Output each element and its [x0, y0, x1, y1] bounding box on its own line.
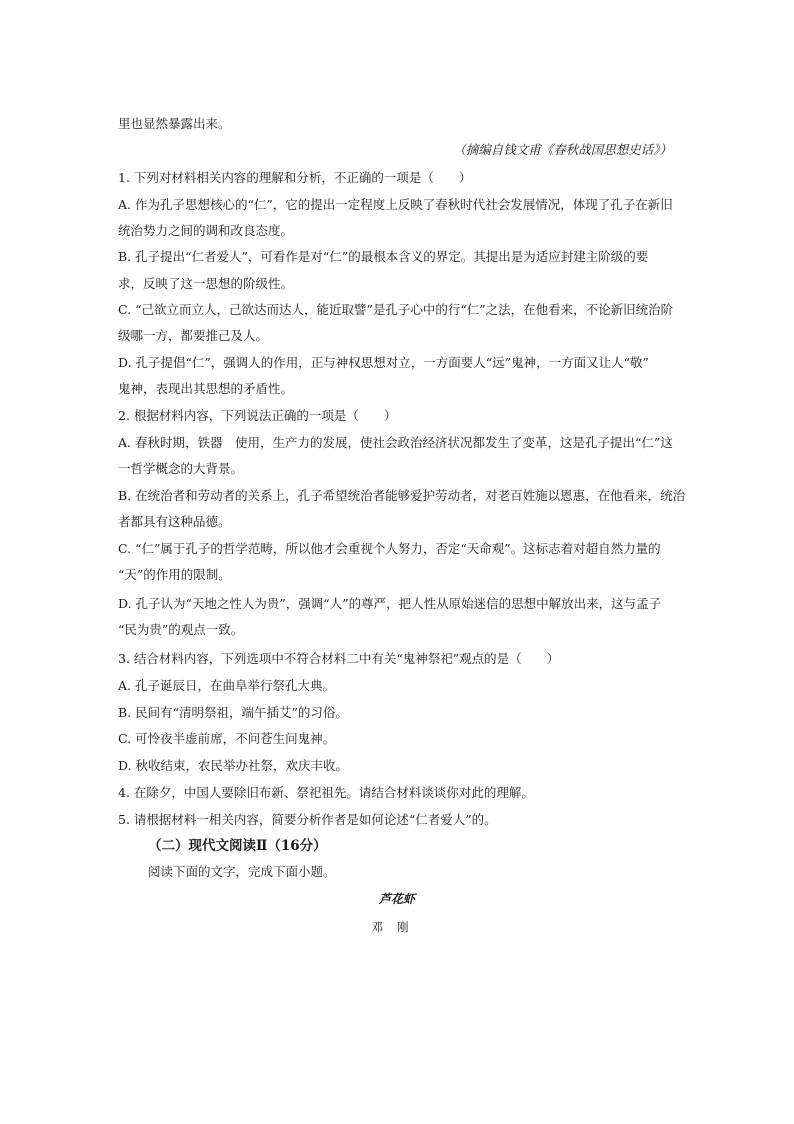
- q1-option-d-line2: 鬼神，表现出其思想的矛盾性。: [118, 381, 294, 396]
- q1-option-d-line1: D. 孔子提倡“仁”，强调人的作用，正与神权思想对立，一方面要人“远”鬼神，一方面又让人“敬”: [118, 355, 649, 370]
- q1-option-a-line1: A. 作为孔子思想核心的“仁”，它的提出一定程度上反映了春秋时代社会发展情况，体现了孔子在新旧: [118, 197, 673, 212]
- q1-option-b-line2: 求，反映了这一思想的阶级性。: [118, 276, 294, 291]
- story-title: 芦花虾: [378, 892, 415, 906]
- question-3-stem: 3. 结合材料内容，下列选项中不符合材料二中有关“鬼神祭祀”观点的是（ ）: [118, 651, 560, 666]
- q2-option-c-line2: “天”的作用的限制。: [118, 567, 231, 582]
- story-author: 邓刚: [371, 920, 423, 934]
- section-instruction: 阅读下面的文字，完成下面小题。: [148, 864, 336, 879]
- question-1-stem: 1. 下列对材料相关内容的理解和分析，不正确的一项是（ ）: [118, 170, 472, 185]
- q2-option-b-line2: 者都具有这种品德。: [118, 514, 231, 529]
- q1-option-a-line2: 统治势力之间的调和改良态度。: [118, 223, 294, 238]
- q3-option-c: C. 可怜夜半虚前席，不问苍生问鬼神。: [118, 731, 336, 746]
- q2-option-d-line1: D. 孔子认为“天地之性人为贵”，强调“人”的尊严，把人性从原始迷信的思想中解放出来，这与孟子: [118, 596, 662, 611]
- q2-option-a-line2: 一哲学概念的大背景。: [118, 461, 244, 476]
- q1-option-c-line2: 级哪一方，都要推己及人。: [118, 328, 269, 343]
- source-citation: （摘编自钱文甫《春秋战国思想史话》）: [453, 142, 672, 157]
- q2-option-a-line1: A. 春秋时期，铁器 使用，生产力的发展，使社会政治经济状况都发生了变革，这是孔子提出“仁”这: [118, 435, 673, 450]
- question-5: 5. 请根据材料一相关内容，简要分析作者是如何论述“仁者爱人”的。: [118, 812, 497, 827]
- q2-option-b-line1: B. 在统治者和劳动者的关系上，孔子希望统治者能够爱护劳动者，对老百姓施以恩惠，在他看来，统治: [118, 488, 686, 503]
- q1-option-c-line1: C. “己欲立而立人，己欲达而达人，能近取譬”是孔子心中的行“仁”之法，在他看来，不论新旧统治阶: [118, 302, 674, 317]
- q1-option-b-line1: B. 孔子提出“仁者爱人”，可看作是对“仁”的最根本含义的界定。其提出是为适应封建主阶级的要: [118, 249, 649, 264]
- question-4: 4. 在除夕，中国人要除旧布新、祭祀祖先。请结合材料谈谈你对此的理解。: [118, 785, 534, 800]
- q2-option-d-line2: “民为贵”的观点一致。: [118, 622, 244, 637]
- question-2-stem: 2. 根据材料内容，下列说法正确的一项是（ ）: [118, 408, 397, 423]
- q3-option-b: B. 民间有“清明祭祖，端午插艾”的习俗。: [118, 705, 348, 720]
- q2-option-c-line1: C. “仁”属于孔子的哲学范畴，所以他才会重视个人努力，否定“天命观”。这标志着对超自然力量的: [118, 541, 661, 556]
- section-title: （二）现代文阅读Ⅱ（16分）: [148, 838, 327, 854]
- intro-tail: 里也显然暴露出来。: [118, 116, 231, 131]
- q3-option-a: A. 孔子诞辰日，在曲阜举行祭孔大典。: [118, 678, 335, 693]
- q3-option-d: D. 秋收结束，农民举办社祭，欢庆丰收。: [118, 758, 349, 773]
